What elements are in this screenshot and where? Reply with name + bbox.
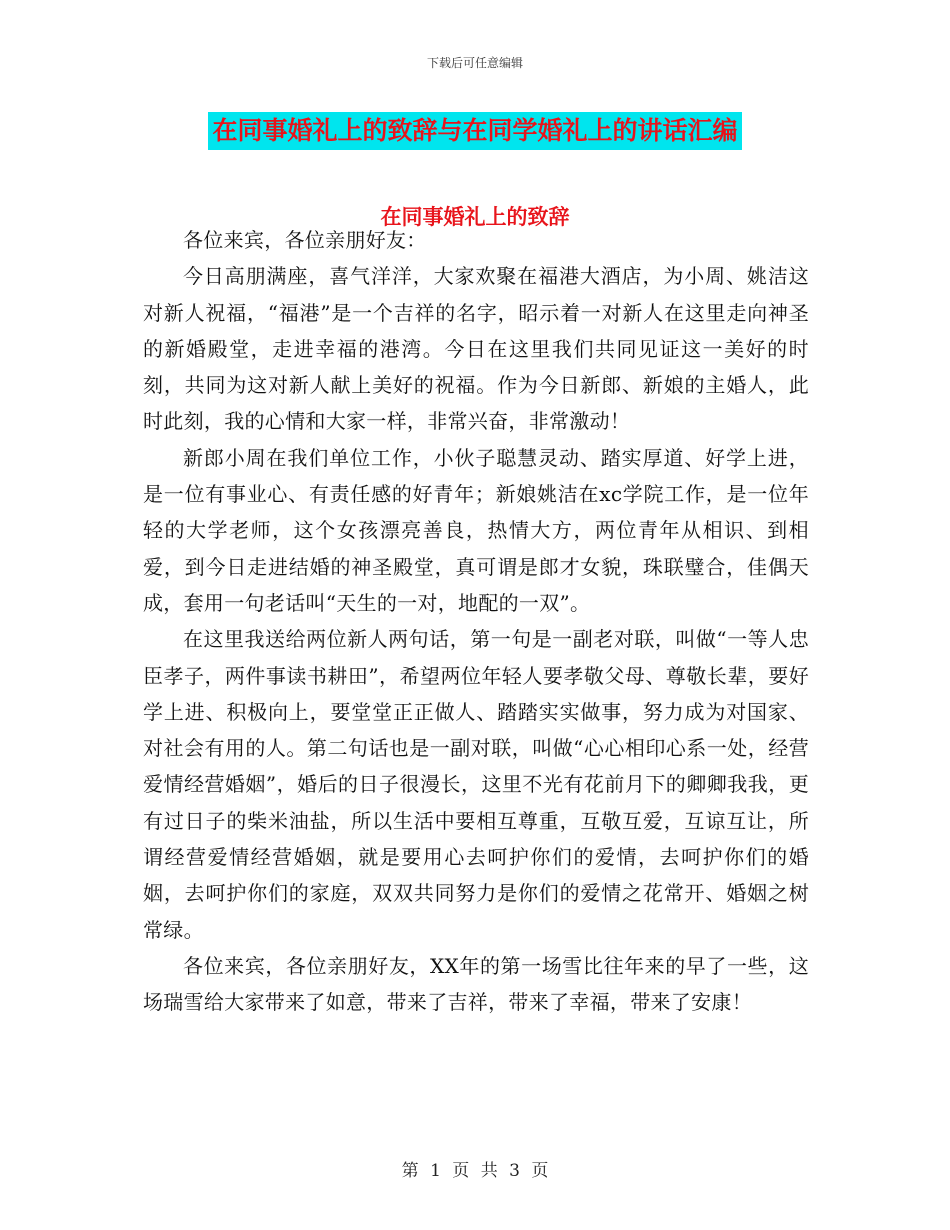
paragraph-4: 各位来宾，各位亲朋好友，XX年的第一场雪比往年来的早了一些，这场瑞雪给大家带来了如意，带来了吉祥，带来了幸福，带来了安康！ [143, 953, 809, 1015]
document-title [0, 112, 950, 150]
paragraph-2: 新郎小周在我们单位工作，小伙子聪慧灵动、踏实厚道、好学上进，是一位有事业心、有责任感的好青年；新娘姚洁在xc学院工作，是一位年轻的大学老师，这个女孩漂亮善良，热情大方，两位青年从相识、到相爱，到今日走进结婚的神圣殿堂，真可谓是郎才女貌，珠联璧合，佳偶天成，套用一句老话叫“天生的一对，地配的一双”。 [143, 445, 809, 615]
paragraph-3: 在这里我送给两位新人两句话，第一句是一副老对联，叫做“一等人忠臣孝子，两件事读书耕田”，希望两位年轻人要孝敬父母、尊敬长辈，要好学上进、积极向上，要堂堂正正做人、踏踏实实做事，努力成为对国家、对社会有用的人。第二句话也是一副对联，叫做“心心相印心系一处，经营爱情经营婚姻”，婚后的日子很漫长，这里不光有花前月下的卿卿我我，更有过日子的柴米油盐，所以生活中要相互尊重，互敬互爱，互谅互让，所谓经营爱情经营婚姻，就是要用心去呵护你们的爱情，去呵护你们的婚姻，去呵护你们的家庭，双双共同努力是你们的爱情之花常开、婚姻之树常绿。 [143, 627, 809, 942]
page-number: 第 1 页 共 3 页 [401, 1161, 549, 1181]
document-body [143, 222, 809, 1021]
header-note: 下载后可任意编辑 [426, 56, 523, 70]
paragraph-greeting: 各位来宾，各位亲朋好友： [183, 228, 427, 252]
document-title-text: 在同事婚礼上的致辞与在同学婚礼上的讲话汇编 [208, 112, 741, 150]
section-title: 在同事婚礼上的致辞 [380, 205, 570, 229]
paragraph-1: 今日高朋满座，喜气洋洋，大家欢聚在福港大酒店，为小周、姚洁这对新人祝福，“福港”是一个吉祥的名字，昭示着一对新人在这里走向神圣的新婚殿堂，走进幸福的港湾。今日在这里我们共同见证这一美好的时刻，共同为这对新人献上美好的祝福。作为今日新郎、新娘的主婚人，此时此刻，我的心情和大家一样，非常兴奋，非常激动！ [143, 264, 809, 434]
